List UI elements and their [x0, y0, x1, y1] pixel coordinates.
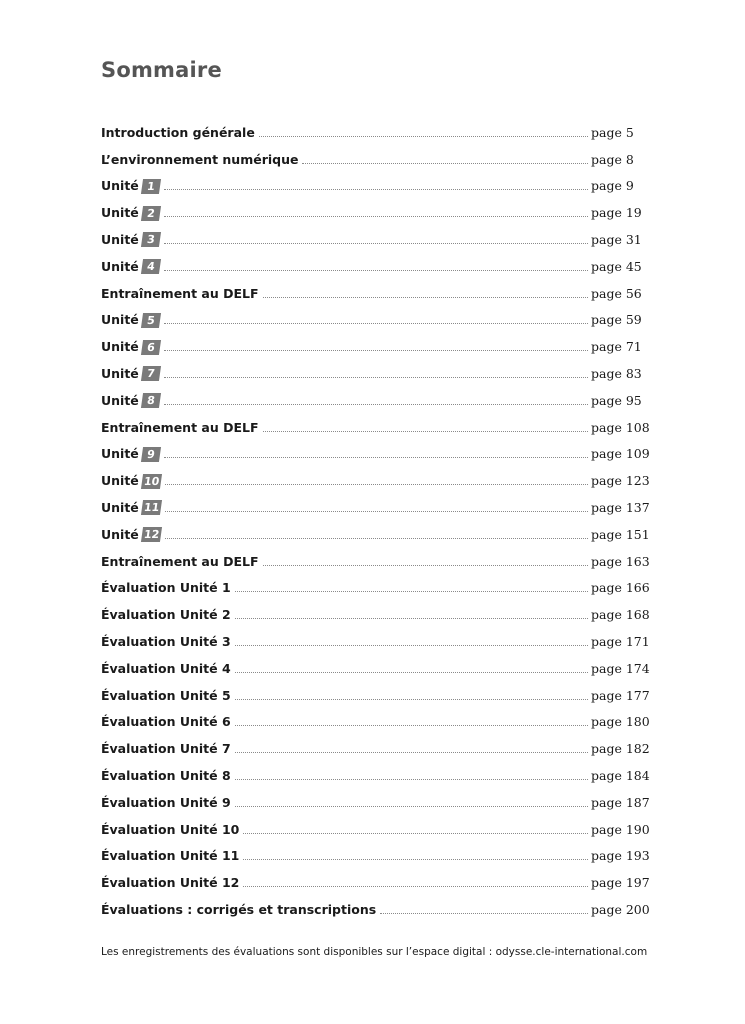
- toc-entry-page: page 123: [591, 473, 650, 489]
- dot-leader: [243, 833, 588, 834]
- toc-entry: [101, 114, 649, 141]
- toc-entry-title-wrap: [101, 661, 231, 677]
- toc-entry-title: Unité: [101, 473, 139, 489]
- dot-leader: [235, 779, 588, 780]
- toc-entry-title-wrap: [101, 500, 161, 516]
- dot-leader: [164, 270, 588, 271]
- toc-entry-page: page 5: [591, 124, 634, 140]
- toc-entry-page: page 171: [591, 633, 650, 649]
- toc-entry-title-wrap: [101, 902, 376, 918]
- toc-entry-title-wrap: [101, 286, 259, 302]
- toc-entry-page: page 59: [591, 312, 642, 328]
- toc-entry-title-wrap: [101, 259, 160, 275]
- toc-entry-title: Entraînement au DELF: [101, 285, 259, 301]
- dot-leader: [165, 511, 588, 512]
- toc-entry-title-wrap: [101, 768, 231, 784]
- toc-entry-page: page 31: [591, 231, 642, 247]
- unit-number-badge: 3: [141, 232, 161, 247]
- toc-entry: [101, 784, 649, 811]
- toc-entry-title-wrap: [101, 714, 231, 730]
- toc-entry-title-wrap: [101, 875, 239, 891]
- dot-leader: [235, 752, 588, 753]
- toc-entry-page: page 197: [591, 875, 650, 891]
- toc-entry-page: page 8: [591, 151, 634, 167]
- toc-entry-title: Évaluation Unité 3: [101, 633, 231, 649]
- toc-entry-page: page 193: [591, 848, 650, 864]
- dot-leader: [243, 859, 588, 860]
- dot-leader: [259, 136, 588, 137]
- toc-entry-page: page 168: [591, 607, 650, 623]
- toc-entry: [101, 543, 649, 570]
- toc-entry: [101, 570, 649, 597]
- toc-entry: [101, 838, 649, 865]
- toc-entry-title: Entraînement au DELF: [101, 419, 259, 435]
- toc-entry-title: Introduction générale: [101, 124, 255, 140]
- dot-leader: [165, 484, 588, 485]
- toc-entry-page: page 56: [591, 285, 642, 301]
- dot-leader: [263, 297, 588, 298]
- toc-entry-title: Évaluation Unité 11: [101, 848, 240, 864]
- toc-entry-title: Évaluation Unité 10: [101, 821, 240, 837]
- toc-entry-title: Unité: [101, 526, 139, 542]
- toc-entry-title: Évaluations : corrigés et transcriptions: [101, 901, 377, 917]
- toc-entry-page: page 166: [591, 580, 650, 596]
- dot-leader: [263, 565, 588, 566]
- toc-entry-title: Évaluation Unité 6: [101, 714, 231, 730]
- toc-entry: [101, 221, 649, 248]
- toc-entry-title-wrap: [101, 634, 231, 650]
- toc-entry: [101, 194, 649, 221]
- toc-entry: [101, 168, 649, 195]
- toc-entry: [101, 382, 649, 409]
- toc-entry-page: page 187: [591, 794, 650, 810]
- toc-entry-page: page 109: [591, 446, 650, 462]
- toc-entry-title-wrap: [101, 420, 259, 436]
- toc-entry-page: page 151: [591, 526, 650, 542]
- toc-entry-page: page 83: [591, 365, 642, 381]
- toc-entry-title: Évaluation Unité 4: [101, 660, 231, 676]
- toc-entry-title-wrap: [101, 688, 231, 704]
- toc-entry: [101, 650, 649, 677]
- unit-number-badge: 7: [141, 366, 161, 381]
- toc-entry-title-wrap: [101, 795, 231, 811]
- dot-leader: [302, 163, 588, 164]
- dot-leader: [164, 377, 588, 378]
- toc-entry-page: page 19: [591, 205, 642, 221]
- dot-leader: [164, 243, 588, 244]
- toc-entry-page: page 184: [591, 767, 650, 783]
- toc-entry-title: Unité: [101, 312, 139, 328]
- toc-entry: [101, 436, 649, 463]
- toc-entry-title-wrap: [101, 473, 161, 489]
- toc-entry: [101, 275, 649, 302]
- toc-entry: [101, 677, 649, 704]
- toc-entry-title-wrap: [101, 178, 160, 194]
- dot-leader: [380, 913, 588, 914]
- page-title: Sommaire: [101, 58, 222, 82]
- toc-entry-page: page 137: [591, 499, 650, 515]
- unit-number-badge: 8: [141, 393, 161, 408]
- toc-entry-page: page 71: [591, 339, 642, 355]
- toc-entry: [101, 891, 649, 918]
- dot-leader: [164, 404, 588, 405]
- unit-number-badge: 12: [141, 527, 162, 542]
- unit-number-badge: 4: [141, 259, 161, 274]
- toc-entry-page: page 174: [591, 660, 650, 676]
- unit-number-badge: 2: [141, 206, 161, 221]
- toc-entry-title: L’environnement numérique: [101, 151, 299, 167]
- unit-number-badge: 6: [141, 340, 161, 355]
- toc-entry: [101, 757, 649, 784]
- toc-entry-title-wrap: [101, 607, 231, 623]
- toc-entry-title: Unité: [101, 339, 139, 355]
- toc-entry-title: Unité: [101, 231, 139, 247]
- toc-entry-title-wrap: [101, 554, 259, 570]
- dot-leader: [164, 350, 588, 351]
- toc-entry-title: Évaluation Unité 9: [101, 794, 231, 810]
- unit-number-badge: 10: [141, 474, 162, 489]
- toc-entry-title: Unité: [101, 205, 139, 221]
- toc-entry: [101, 811, 649, 838]
- toc-entry: [101, 302, 649, 329]
- toc-entry-title: Unité: [101, 392, 139, 408]
- dot-leader: [235, 618, 588, 619]
- toc-entry-title: Évaluation Unité 1: [101, 580, 231, 596]
- toc-entry-title: Évaluation Unité 5: [101, 687, 231, 703]
- table-of-contents: [101, 114, 649, 918]
- toc-entry: [101, 248, 649, 275]
- dot-leader: [164, 323, 588, 324]
- dot-leader: [235, 806, 588, 807]
- toc-entry-title-wrap: [101, 366, 160, 382]
- toc-entry-title-wrap: [101, 312, 160, 328]
- toc-entry-title-wrap: [101, 393, 160, 409]
- toc-entry: [101, 596, 649, 623]
- toc-entry-title-wrap: [101, 125, 255, 141]
- toc-entry-title: Entraînement au DELF: [101, 553, 259, 569]
- toc-entry: [101, 141, 649, 168]
- unit-number-badge: 11: [141, 500, 162, 515]
- toc-entry-title-wrap: [101, 339, 160, 355]
- footer-note: Les enregistrements des évaluations sont disponibles sur l’espace digital : odysse.cle-international.com: [101, 946, 648, 958]
- toc-entry: [101, 489, 649, 516]
- toc-entry: [101, 328, 649, 355]
- toc-entry-title-wrap: [101, 205, 160, 221]
- dot-leader: [235, 645, 588, 646]
- toc-entry-page: page 190: [591, 821, 650, 837]
- toc-entry-title: Unité: [101, 178, 139, 194]
- toc-entry-title: Unité: [101, 258, 139, 274]
- unit-number-badge: 5: [141, 313, 161, 328]
- dot-leader: [235, 591, 588, 592]
- toc-entry-page: page 9: [591, 178, 634, 194]
- toc-entry: [101, 864, 649, 891]
- dot-leader: [164, 457, 588, 458]
- toc-entry-title: Unité: [101, 499, 139, 515]
- dot-leader: [235, 699, 588, 700]
- toc-entry-page: page 163: [591, 553, 650, 569]
- toc-entry-title: Évaluation Unité 2: [101, 607, 231, 623]
- toc-entry-title: Évaluation Unité 8: [101, 767, 231, 783]
- toc-entry: [101, 516, 649, 543]
- toc-entry: [101, 623, 649, 650]
- toc-entry-title: Évaluation Unité 7: [101, 741, 231, 757]
- toc-entry-page: page 180: [591, 714, 650, 730]
- dot-leader: [235, 725, 588, 726]
- toc-entry: [101, 355, 649, 382]
- toc-entry: [101, 704, 649, 731]
- toc-entry-page: page 177: [591, 687, 650, 703]
- toc-entry-title-wrap: [101, 232, 160, 248]
- toc-entry-title-wrap: [101, 822, 239, 838]
- toc-entry-title: Unité: [101, 365, 139, 381]
- unit-number-badge: 9: [141, 447, 161, 462]
- dot-leader: [165, 538, 588, 539]
- toc-entry-page: page 182: [591, 741, 650, 757]
- toc-entry-title: Unité: [101, 446, 139, 462]
- dot-leader: [235, 672, 588, 673]
- toc-entry: [101, 730, 649, 757]
- toc-entry-title-wrap: [101, 446, 160, 462]
- toc-entry-title-wrap: [101, 580, 231, 596]
- unit-number-badge: 1: [141, 179, 161, 194]
- toc-entry-page: page 200: [591, 901, 650, 917]
- toc-entry-title: Évaluation Unité 12: [101, 875, 240, 891]
- toc-entry-title-wrap: [101, 152, 298, 168]
- dot-leader: [263, 431, 588, 432]
- toc-entry-page: page 95: [591, 392, 642, 408]
- toc-entry: [101, 409, 649, 436]
- dot-leader: [164, 216, 588, 217]
- dot-leader: [164, 189, 588, 190]
- toc-entry: [101, 462, 649, 489]
- toc-entry-title-wrap: [101, 848, 239, 864]
- dot-leader: [243, 886, 588, 887]
- toc-entry-page: page 45: [591, 258, 642, 274]
- toc-entry-title-wrap: [101, 527, 161, 543]
- toc-entry-title-wrap: [101, 741, 231, 757]
- toc-entry-page: page 108: [591, 419, 650, 435]
